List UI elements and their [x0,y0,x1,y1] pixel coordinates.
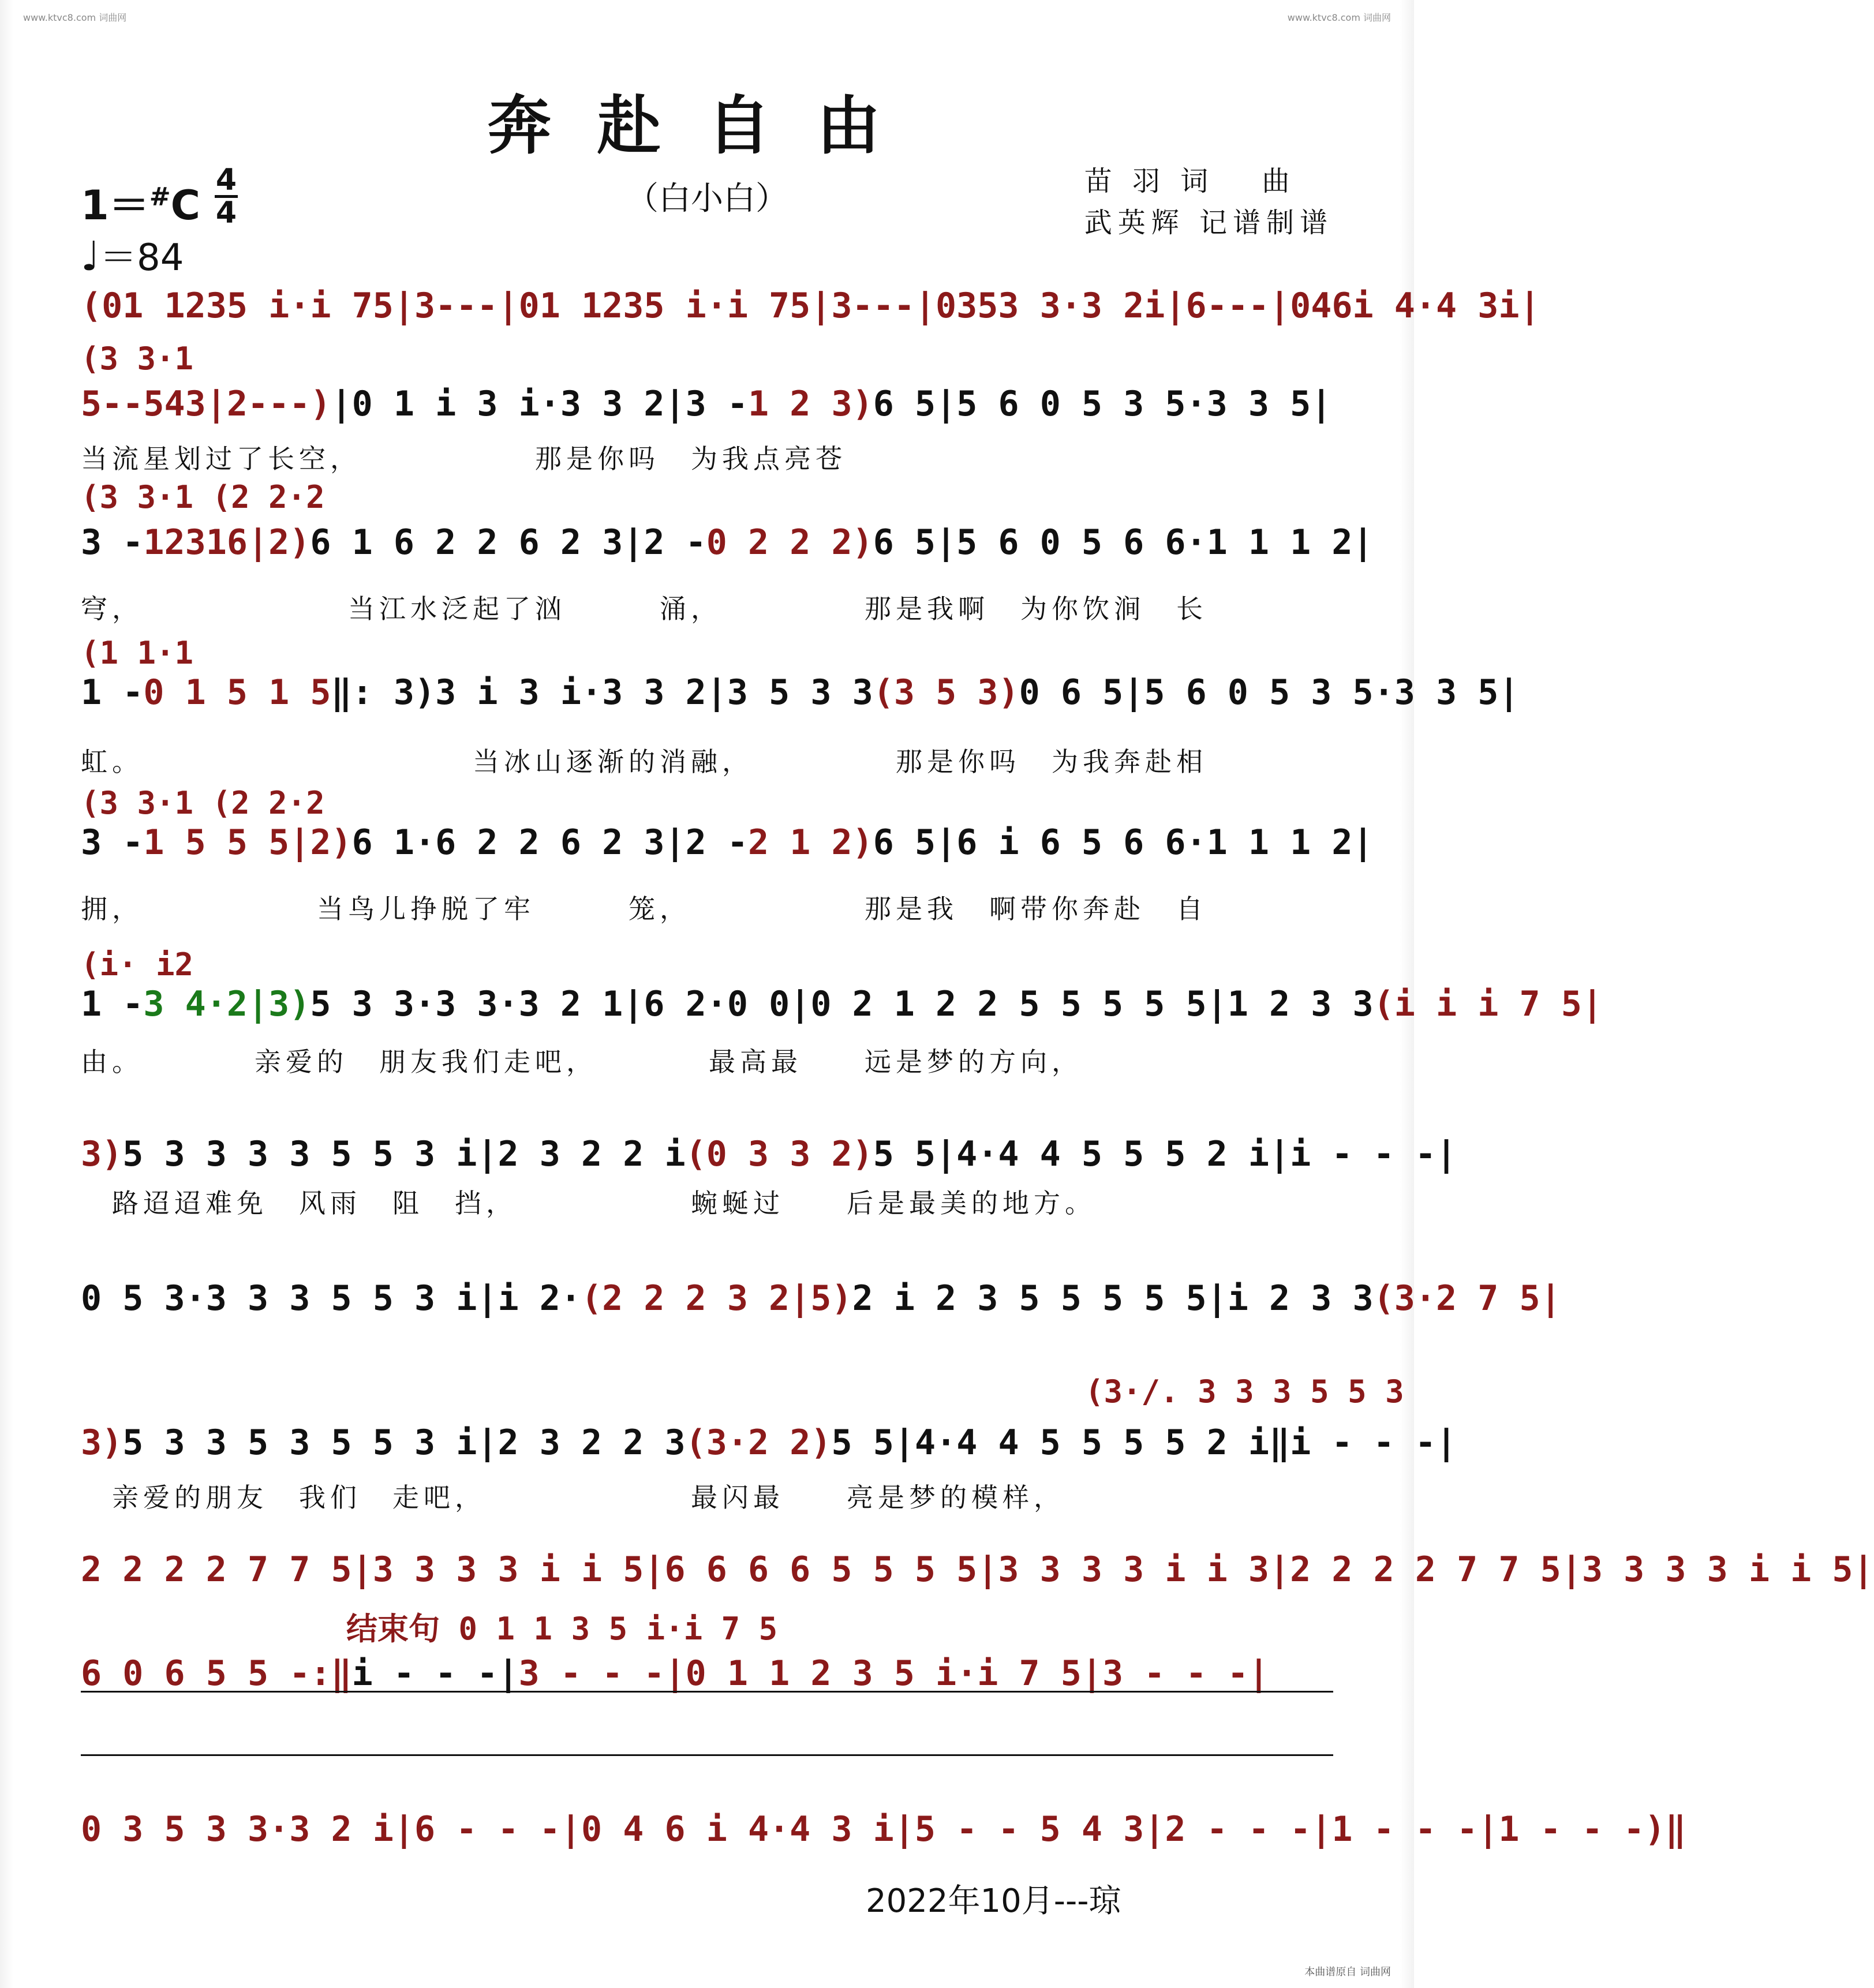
ossia-hint: (3 3·1 (2 2·2 [81,785,325,821]
notation-segment: 2 1 2) [747,822,873,863]
notation-segment: 2 2 2 2 7 7 5|3 3 3 3 i i 5|6 6 6 6 5 5 5 5|3 3 3 3 i i 3|2 2 2 2 7 7 5|3 3 3 3 i i 5| [81,1549,1874,1590]
notation-segment: |0 1 i 3 i·3 3 2|3 - [331,384,748,424]
notation-system [81,1420,1457,1466]
key-signature [81,173,200,231]
notation-segment: (0 3 3 2) [685,1134,873,1174]
notation-segment: 0 5 3·3 3 3 5 5 3 i|i 2· [81,1278,581,1319]
notation-segment: 5--543|2---) [81,384,331,424]
notation-system [81,1547,1874,1593]
notation-segment: 6 5|5 6 0 5 6 6·1 1 1 2| [873,522,1374,563]
notation-segment: 2 i 2 3 5 5 5 5 5|i 2 3 3 [852,1278,1374,1319]
lyric-line: 亲爱的朋友 我们 走吧， 最闪最 亮是梦的模样， [81,1482,1065,1513]
notation-system [81,381,1333,427]
key-prefix: 1＝ [81,182,149,229]
footer-watermark: 本曲谱原自 词曲网 [1304,1966,1391,1978]
notation-segment: 5 5|4·4 4 5 5 5 2 i|i - - -| [873,1134,1457,1174]
singer-name: （白小白） [626,180,788,218]
notation-system [81,1275,1561,1321]
ossia-hint: 结束句 0 1 1 3 5 i·i 7 5 [346,1611,778,1647]
lyric-line: 由。 亲爱的 朋友我们走吧， 最高最 远是梦的方向， [81,1046,1083,1077]
divider-rule [81,1754,1333,1756]
notation-segment: 3 - - -|0 1 1 2 3 5 i·i 7 5|3 - - -| [518,1653,1270,1694]
notation-system [81,981,1603,1027]
notation-segment: 1 2 3) [747,384,873,424]
ossia-hint: (3·/. 3 3 3 5 5 3 [1085,1373,1404,1410]
credit-transcriber: 武英辉 记谱制谱 [1084,207,1333,239]
lyric-line: 拥， 当鸟儿挣脱了牢 笼， 那是我 啊带你奔赴 自 [81,893,1207,924]
notation-system [81,669,1520,716]
lyric-line: 穹， 当江水泛起了汹 涌， 那是我啊 为你饮涧 长 [81,593,1207,624]
notation-system [81,519,1374,566]
time-bottom: 4 [215,196,237,230]
watermark-left: www.ktvc8.com 词曲网 [23,12,127,23]
sharp-symbol: # [149,182,171,212]
tempo-marking [81,228,184,281]
lyric-line: 路迢迢难免 风雨 阻 挡， 蜿蜒过 后是最美的地方。 [81,1188,1096,1219]
key-note: C [170,182,200,229]
credits [1084,160,1333,244]
notation-segment: 6---|046i 4·4 3i| [1185,286,1540,326]
left-margin-strip [0,0,14,1988]
credit-lyricist: 苗 羽 词 曲 [1084,165,1296,197]
notation-segment: 0 6 5|5 6 0 5 3 5·3 3 5| [1019,672,1520,713]
notation-segment: 0 3 5 3 3·3 2 i|6 - - -|0 4 6 i 4·4 3 i|5 - - 5 4 3|2 - - -|1 - - -|1 - - -)‖ [81,1809,1686,1850]
notation-system [81,283,1540,329]
notation-segment: 6 1 6 2 2 6 2 3|2 - [310,522,706,563]
notation-segment: 5 3 3 5 3 5 5 3 i|2 3 2 2 3 [122,1422,686,1463]
song-title: 奔赴自由 [488,88,926,163]
notation-system [81,819,1374,866]
watermark-right: www.ktvc8.com 词曲网 [1287,12,1391,23]
notation-segment: 3) [81,1134,123,1174]
notation-segment: (3·2 7 5| [1373,1278,1561,1319]
quarter-note-icon: ♩ [81,233,100,280]
notation-segment: i - - -| [351,1653,519,1694]
notation-segment: 3 i 3 i·3 3 2|3 5 3 3 [435,672,873,713]
time-top: 4 [215,163,237,197]
notation-segment: 3 - [81,522,144,563]
notation-segment: ‖: 3) [331,672,436,713]
notation-segment: 6 5|5 6 0 5 3 5·3 3 5| [873,384,1332,424]
notation-segment: (i i i 7 5| [1373,984,1603,1024]
notation-segment: 0 1 5 1 5 [143,672,331,713]
divider-rule [81,1691,1333,1693]
ossia-hint: (1 1·1 [81,635,194,671]
notation-segment: 0 2 2 2) [706,522,873,563]
notation-segment: 5 5|4·4 4 5 5 5 5 2 i‖i - - -| [831,1422,1457,1463]
notation-segment: (3·2 2) [685,1422,832,1463]
notation-segment: 1 - [81,672,144,713]
notation-segment: 12316|2) [143,522,311,563]
notation-segment: 1 - [81,984,144,1024]
notation-segment: 6 1·6 2 2 6 2 3|2 - [351,822,748,863]
ossia-hint: (i· i2 [81,946,194,983]
time-signature [215,163,238,230]
lyric-line: 当流星划过了长空， 那是你吗 为我点亮苍 [81,443,847,474]
notation-system [81,1650,1333,1697]
notation-segment: 6 5|6 i 6 5 6 6·1 1 1 2| [873,822,1374,863]
tempo-value: ＝84 [100,237,184,279]
notation-segment: 3 - [81,822,144,863]
notation-segment: 5 3 3 3 3 5 5 3 i|2 3 2 2 i [122,1134,686,1174]
ossia-hint: (3 3·1 [81,340,194,377]
signoff: 2022年10月---琼 [866,1882,1121,1920]
notation-segment: (01 1235 i·i 75|3---|01 1235 i·i 75|3---|0353 3·3 2i| [81,286,1186,326]
notation-segment: 5 3 3·3 3·3 2 1|6 2·0 0|0 2 1 2 2 5 5 5 5 5|1 2 3 3 [310,984,1374,1024]
notation-segment: 6 0 6 5 5 -:‖ [81,1653,352,1694]
notation-segment: (2 2 2 3 2|5) [581,1278,852,1319]
notation-segment: (3 5 3) [873,672,1019,713]
notation-system [81,1806,1686,1852]
notation-segment: 1 5 5 5|2) [143,822,352,863]
notation-segment: 3) [81,1422,123,1463]
notation-system [81,1131,1457,1177]
notation-segment: 3 4·2|3) [143,984,311,1024]
lyric-line: 虹。 当冰山逐渐的消融， 那是你吗 为我奔赴相 [81,746,1207,777]
ossia-hint: (3 3·1 (2 2·2 [81,479,325,515]
